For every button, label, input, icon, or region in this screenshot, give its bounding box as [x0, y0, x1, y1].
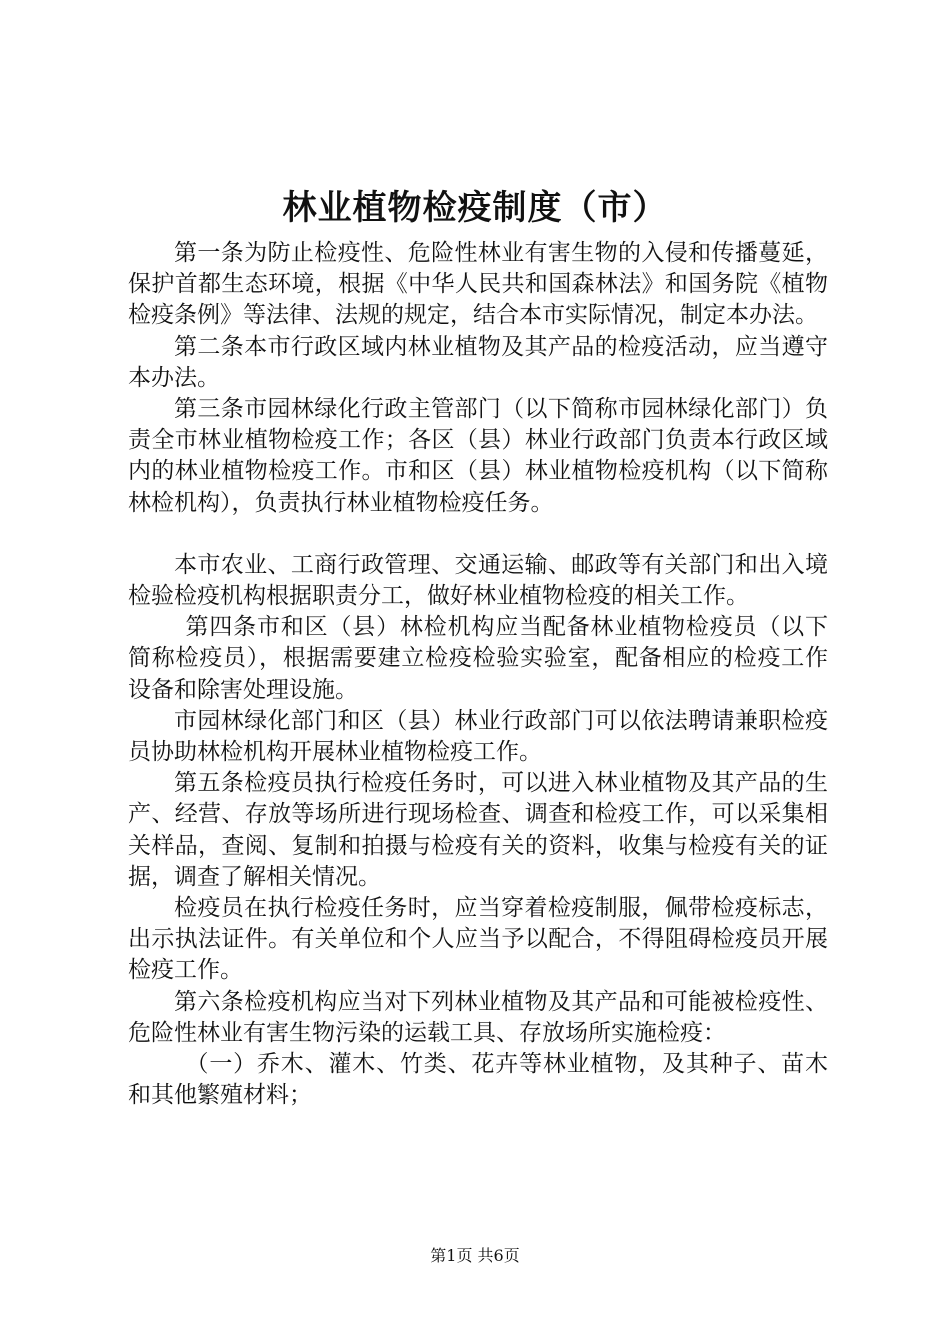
paragraph-article-3-supplement: 本市农业、工商行政管理、交通运输、邮政等有关部门和出入境检验检疫机构根据职责分工，做好林业植物检疫的相关工作。 — [128, 551, 828, 610]
paragraph-article-4-supplement: 市园林绿化部门和区（县）林业行政部门可以依法聘请兼职检疫员协助林检机构开展林业植物检疫工作。 — [128, 707, 828, 766]
page-footer — [0, 1245, 950, 1267]
document-body — [128, 238, 828, 1111]
page-total: 共6页 — [477, 1246, 520, 1265]
paragraph-article-2: 第二条本市行政区域内林业植物及其产品的检疫活动，应当遵守本办法。 — [128, 333, 828, 391]
paragraph-article-6-item-1: （一）乔木、灌木、竹类、花卉等林业植物，及其种子、苗木和其他繁殖材料； — [128, 1051, 828, 1109]
paragraph-article-5: 第五条检疫员执行检疫任务时，可以进入林业植物及其产品的生产、经营、存放等场所进行现场检查、调查和检疫工作，可以采集相关样品，查阅、复制和拍摄与检疫有关的资料，收集与检疫有关的证据，调查了解相关情况。 — [128, 770, 828, 890]
paragraph-article-1: 第一条为防止检疫性、危险性林业有害生物的入侵和传播蔓延，保护首都生态环境，根据《中华人民共和国森林法》和国务院《植物检疫条例》等法律、法规的规定，结合本市实际情况，制定本办法。 — [128, 240, 828, 329]
paragraph-article-6: 第六条检疫机构应当对下列林业植物及其产品和可能被检疫性、危险性林业有害生物污染的运载工具、存放场所实施检疫： — [128, 988, 828, 1046]
paragraph-article-3: 第三条市园林绿化行政主管部门（以下简称市园林绿化部门）负责全市林业植物检疫工作；各区（县）林业行政部门负责本行政区域内的林业植物检疫工作。市和区（县）林业植物检疫机构（以下简称林检机构），负责执行林业植物检疫任务。 — [128, 396, 828, 516]
paragraph-article-4: 第四条市和区（县）林检机构应当配备林业植物检疫员（以下简称检疫员），根据需要建立检疫检验实验室，配备相应的检疫工作设备和除害处理设施。 — [128, 614, 828, 703]
paragraph-article-5-supplement: 检疫员在执行检疫任务时，应当穿着检疫制服，佩带检疫标志，出示执法证件。有关单位和个人应当予以配合，不得阻碍检疫员开展检疫工作。 — [128, 895, 828, 984]
page-number: 第1页 — [430, 1246, 473, 1265]
document-title: 林业植物检疫制度（市） — [282, 188, 668, 228]
